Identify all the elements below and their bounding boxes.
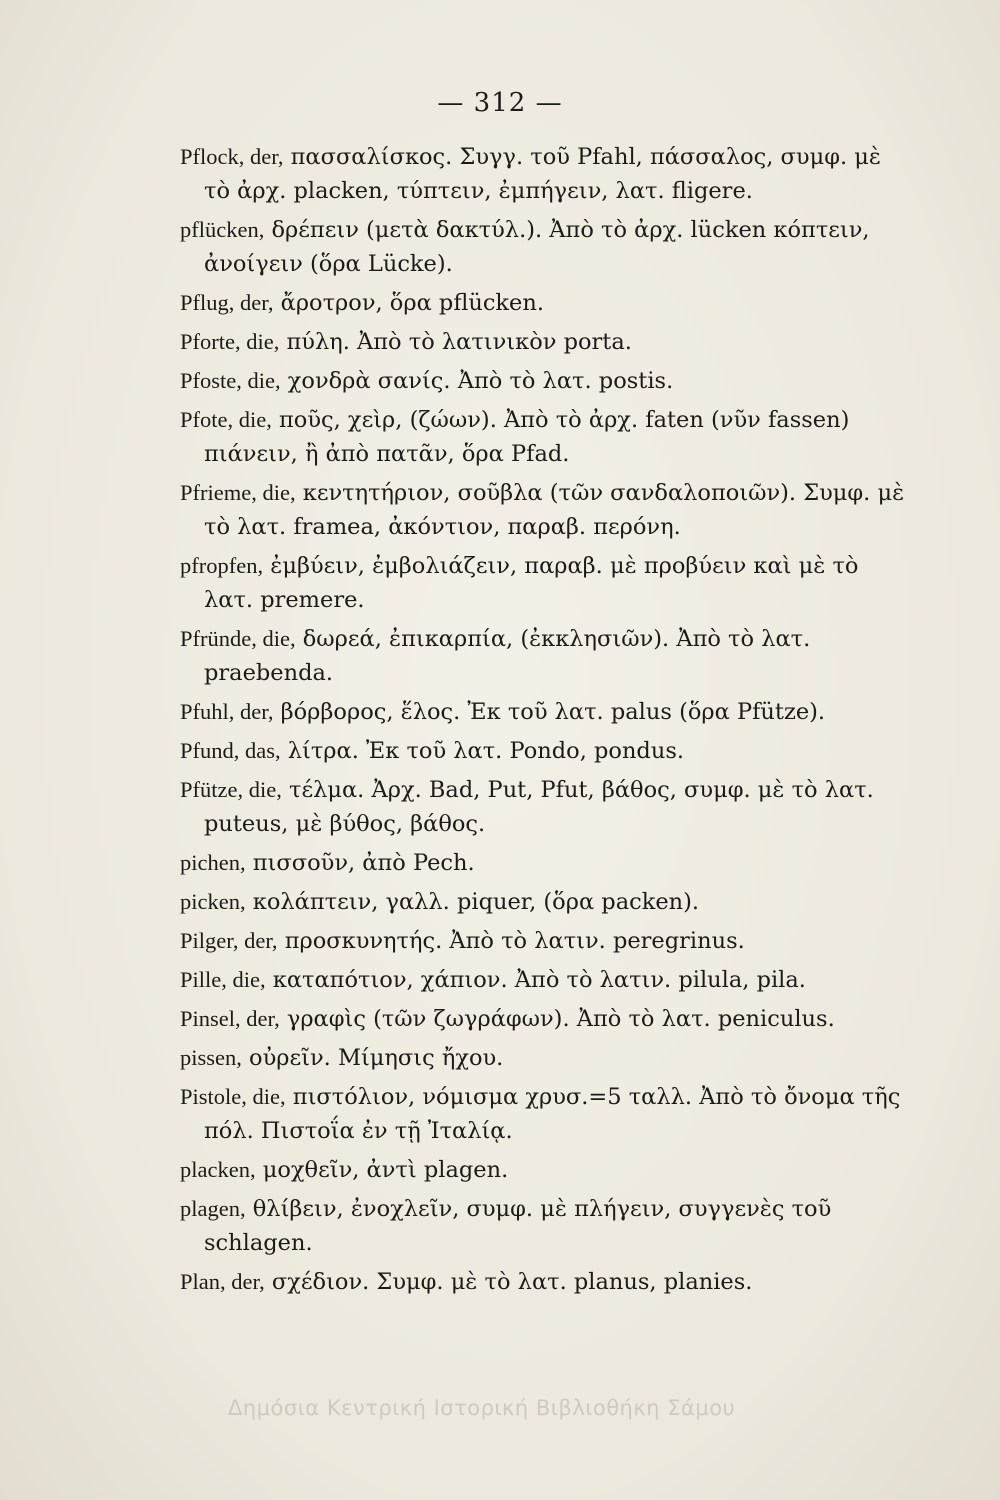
entry-definition: οὐρεῖν. Μίμησις ἤχου. [249,1045,504,1071]
page-number: — 312 — [437,88,563,118]
entry-definition: γραφὶς (τῶν ζωγράφων). Ἀπὸ τὸ λατ. peniculus. [286,1006,835,1032]
entry-definition: πασσαλίσκος. Συγγ. τοῦ Pfahl, πάσσαλος, συμφ. μὲ τὸ ἀρχ. placken, τύπτειν, ἐμπήγειν, λατ. fligere. [204,144,881,204]
dictionary-entry [180,695,910,729]
entry-headword: Plan, der, [180,1269,265,1294]
dictionary-entry [180,403,910,471]
entry-headword: Pille, die, [180,967,266,992]
entry-definition: πισσοῦν, ἀπὸ Pech. [252,850,475,876]
entry-definition: προσκυνητής. Ἀπὸ τὸ λατιν. peregrinus. [284,928,745,954]
dictionary-entry [180,846,910,880]
entry-headword: Pfründe, die, [180,626,296,651]
entry-definition: ἄροτρον, ὅρα pflücken. [280,290,545,316]
dictionary-entry [180,1265,910,1299]
dictionary-entries [180,140,910,1304]
entry-headword: Pfund, das, [180,738,281,763]
entry-headword: Pflug, der, [180,290,274,315]
entry-definition: βόρβορος, ἕλος. Ἐκ τοῦ λατ. palus (ὅρα Pfütze). [280,699,826,725]
entry-definition: πιστόλιον, νόμισμα χρυσ.=5 ταλλ. Ἀπὸ τὸ ὄνομα τῆς πόλ. Πιστοΐα ἐν τῇ Ἰταλίᾳ. [204,1084,901,1144]
entry-definition: χονδρὰ σανίς. Ἀπὸ τὸ λατ. postis. [287,368,674,394]
dictionary-entry [180,1041,910,1075]
dictionary-entry [180,364,910,398]
entry-headword: Pfrieme, die, [180,480,296,505]
entry-definition: δωρεά, ἐπικαρπία, (ἐκκλησιῶν). Ἀπὸ τὸ λατ. praebenda. [204,626,811,686]
entry-headword: pflücken, [180,217,265,242]
entry-definition: τέλμα. Ἀρχ. Bad, Put, Pfut, βάθος, συμφ. μὲ τὸ λατ. puteus, μὲ βύθος, βάθος. [204,777,874,837]
dictionary-entry [180,213,910,281]
dictionary-entry [180,1080,910,1148]
entry-headword: Pfütze, die, [180,777,282,802]
dictionary-entry [180,885,910,919]
entry-definition: κολάπτειν, γαλλ. piquer, (ὅρα packen). [252,889,700,915]
dictionary-entry [180,734,910,768]
dictionary-entry [180,924,910,958]
entry-headword: Pflock, der, [180,144,284,169]
entry-definition: θλίβειν, ἐνοχλεῖν, συμφ. μὲ πλήγειν, συγγενὲς τοῦ schlagen. [204,1196,832,1256]
entry-headword: Pfuhl, der, [180,699,274,724]
entry-headword: Pfote, die, [180,407,272,432]
dictionary-entry [180,476,910,544]
entry-definition: ἐμβύειν, ἐμβολιάζειν, παραβ. μὲ προβύειν καὶ μὲ τὸ λατ. premere. [204,553,859,613]
entry-headword: Pforte, die, [180,329,280,354]
entry-headword: Pistole, die, [180,1084,286,1109]
entry-headword: pfropfen, [180,553,264,578]
entry-headword: Pinsel, der, [180,1006,280,1031]
entry-headword: pissen, [180,1045,242,1070]
dictionary-entry [180,325,910,359]
entry-definition: πύλη. Ἀπὸ τὸ λατινικὸν porta. [286,329,632,355]
entry-headword: Pilger, der, [180,928,278,953]
entry-headword: placken, [180,1157,256,1182]
entry-definition: σχέδιον. Συμφ. μὲ τὸ λατ. planus, planies. [271,1269,753,1295]
dictionary-entry [180,963,910,997]
dictionary-entry [180,1002,910,1036]
entry-headword: picken, [180,889,246,914]
dictionary-entry [180,140,910,208]
entry-definition: κεντητήριον, σοῦβλα (τῶν σανδαλοποιῶν). Συμφ. μὲ τὸ λατ. framea, ἀκόντιον, παραβ. περόνη. [204,480,905,540]
entry-definition: μοχθεῖν, ἀντὶ plagen. [262,1157,509,1183]
entry-definition: λίτρα. Ἐκ τοῦ λατ. Pondo, pondus. [287,738,685,764]
entry-definition: ποῦς, χεὶρ, (ζώων). Ἀπὸ τὸ ἀρχ. faten (νῦν fassen) πιάνειν, ἢ ἀπὸ πατᾶν, ὅρα Pfad. [204,407,850,467]
entry-definition: δρέπειν (μετὰ δακτύλ.). Ἀπὸ τὸ ἀρχ. lücken κόπτειν, ἀνοίγειν (ὅρα Lücke). [204,217,870,277]
dictionary-entry [180,622,910,690]
entry-headword: Pfoste, die, [180,368,281,393]
library-watermark: Δημόσια Κεντρική Ιστορική Βιβλιοθήκη Σάμου [228,1396,736,1420]
entry-headword: plagen, [180,1196,246,1221]
dictionary-entry [180,549,910,617]
dictionary-entry [180,1153,910,1187]
entry-definition: καταπότιον, χάπιον. Ἀπὸ τὸ λατιν. pilula, pila. [272,967,806,993]
dictionary-entry [180,773,910,841]
dictionary-entry [180,1192,910,1260]
entry-headword: pichen, [180,850,246,875]
dictionary-entry [180,286,910,320]
